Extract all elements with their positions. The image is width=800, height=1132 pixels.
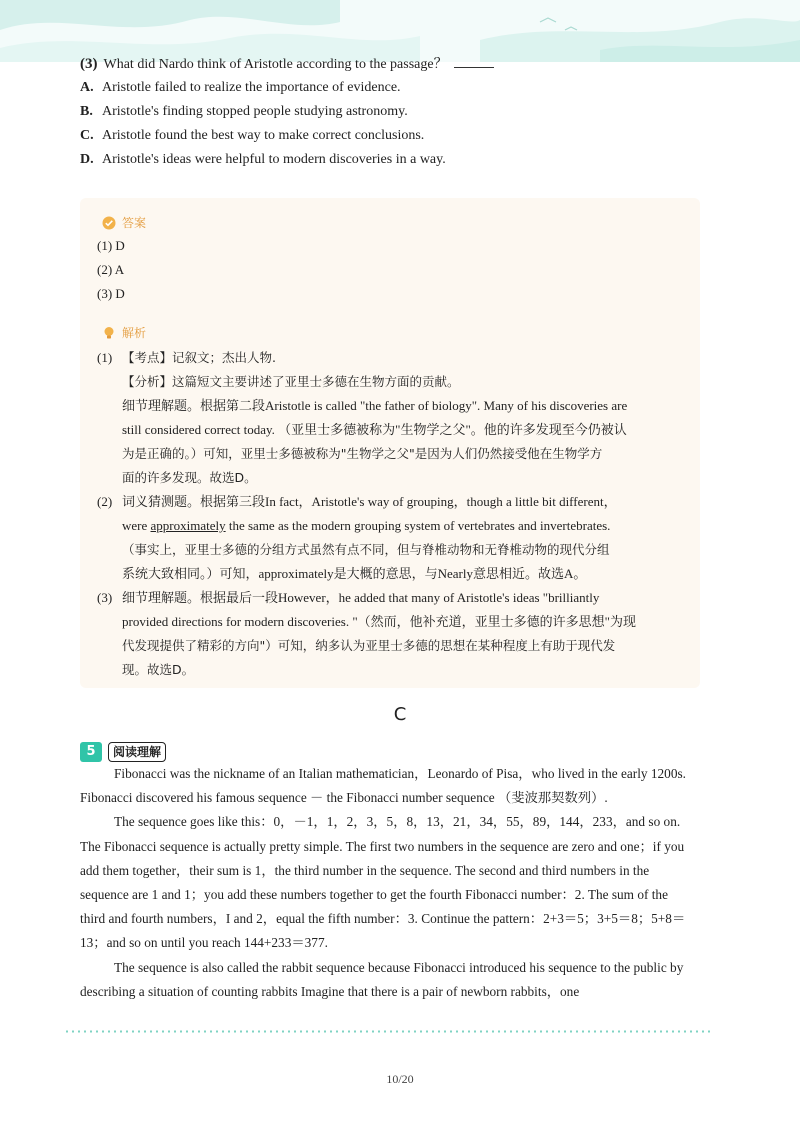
answer-analysis-box [80,198,700,688]
analysis-line [122,514,692,538]
answer-heading [102,214,146,231]
answer-heading-label: 答案 [122,216,147,230]
item-number: (3) [97,590,113,605]
option-b [80,100,720,124]
option-text: Aristotle found the best way to make correct conclusions. [102,128,425,143]
analysis-line: 面的许多发现。故选D。 [122,470,257,485]
analysis-line: still considered correct today. （亚里士多德被称为"生物学之父"。他的许多发现至今仍被认 [122,422,627,437]
option-d [80,148,720,172]
analysis-line: 【分析】这篇短文主要讲述了亚里士多德在生物方面的贡献。 [122,374,460,389]
answer-1: (1) D [97,238,125,253]
reading-passage [80,762,692,1004]
line-text: the same as the modern grouping system of vertebrates and invertebrates. [225,518,611,533]
option-text: Aristotle's finding stopped people studying astronomy. [102,104,408,119]
analysis-line: 现。故选D。 [122,662,195,677]
analysis-heading-label: 解析 [122,326,147,340]
option-c [80,124,720,148]
question-number: (3) [80,56,98,72]
analysis-line: 【考点】记叙文；杰出人物. [122,350,276,365]
answer-3: (3) D [97,286,125,301]
option-letter: C. [80,128,94,143]
line-text: were [122,518,151,533]
item-number: (2) [97,494,113,509]
analysis-line: 细节理解题。根据最后一段However，he added that many of Aristotle's ideas "brilliantly [122,590,600,605]
analysis-line: 为是正确的。）可知，亚里士多德被称为"生物学之父"是因为人们仍然接受他在生物学方 [122,446,603,461]
lightbulb-icon [102,326,116,340]
analysis-item-2 [97,490,692,586]
passage-type-tag: 阅读理解 [108,742,166,762]
analysis-line: 词义猜测题。根据第三段In fact，Aristotle's way of grouping，though a little bit different， [122,494,617,509]
question-text: What did Nardo think of Aristotle according to the passage？ [103,57,448,72]
analysis-heading [102,324,146,341]
option-text: Aristotle's ideas were helpful to modern discoveries in a way. [102,152,446,167]
option-a [80,76,720,100]
check-badge-icon [102,216,116,230]
analysis-item-1 [97,346,692,490]
dotted-divider [66,1030,712,1033]
answer-blank [454,53,494,68]
section-letter: C [393,704,407,725]
analysis-line: 代发现提供了精彩的方向"）可知，纳多认为亚里士多德的思想在某种程度上有助于现代发 [122,638,616,653]
option-letter: D. [80,152,94,167]
analysis-line: 系统大致相同。）可知，approximately是大概的意思，与Nearly意思相近。故选A。 [122,566,587,581]
option-letter: A. [80,80,94,95]
analysis-item-3 [97,586,692,682]
passage-paragraph: Fibonacci was the nickname of an Italian mathematician，Leonardo of Pisa，who lived in the early 1200s. Fibonacci discovered his famous sequence － the Fibonacci number sequence （斐波那契数列）. [80,766,686,806]
option-text: Aristotle failed to realize the importance of evidence. [102,80,401,95]
passage-header [80,742,166,762]
passage-number-badge: 5 [80,742,102,762]
answer-2: (2) A [97,262,125,277]
analysis-line: 细节理解题。根据第二段Aristotle is called "the father of biology". Many of his discoveries are [122,398,628,413]
passage-paragraph: The sequence is also called the rabbit sequence because Fibonacci introduced his sequence to the public by describing a situation of counting rabbits Imagine that there is a pair of newborn rabbits，one [80,959,684,999]
underlined-word: approximately [150,518,226,533]
analysis-line: provided directions for modern discoveries. "（然而，他补充道，亚里士多德的许多思想"为现 [122,614,636,629]
analysis-content [97,346,692,682]
analysis-line: （事实上，亚里士多德的分组方式虽然有点不同，但与脊椎动物和无脊椎动物的现代分组 [122,542,610,557]
item-number: (1) [97,350,113,365]
question-stem [80,52,720,76]
option-letter: B. [80,104,93,119]
page-number: 10/20 [386,1072,414,1086]
passage-paragraph: The sequence goes like this：0，－1，1，2，3，5，8，13，21，34，55，89，144，233，and so on. The Fibonacci sequence is actually pretty simple. The first two numbers in the sequence are zero and one；if you add them together，their sum is 1，the third number in the sequence. The second and third numbers in the sequence are 1 and 1；you add these numbers together to get the fourth Fibonacci number：2. The sum of the third and fourth numbers，I and 2，equal the fifth number：3. Continue the pattern：2+3＝5；3+5＝8；5+8＝13；and so on until you reach 144+233＝377. [80,814,686,951]
question-3 [80,52,720,172]
